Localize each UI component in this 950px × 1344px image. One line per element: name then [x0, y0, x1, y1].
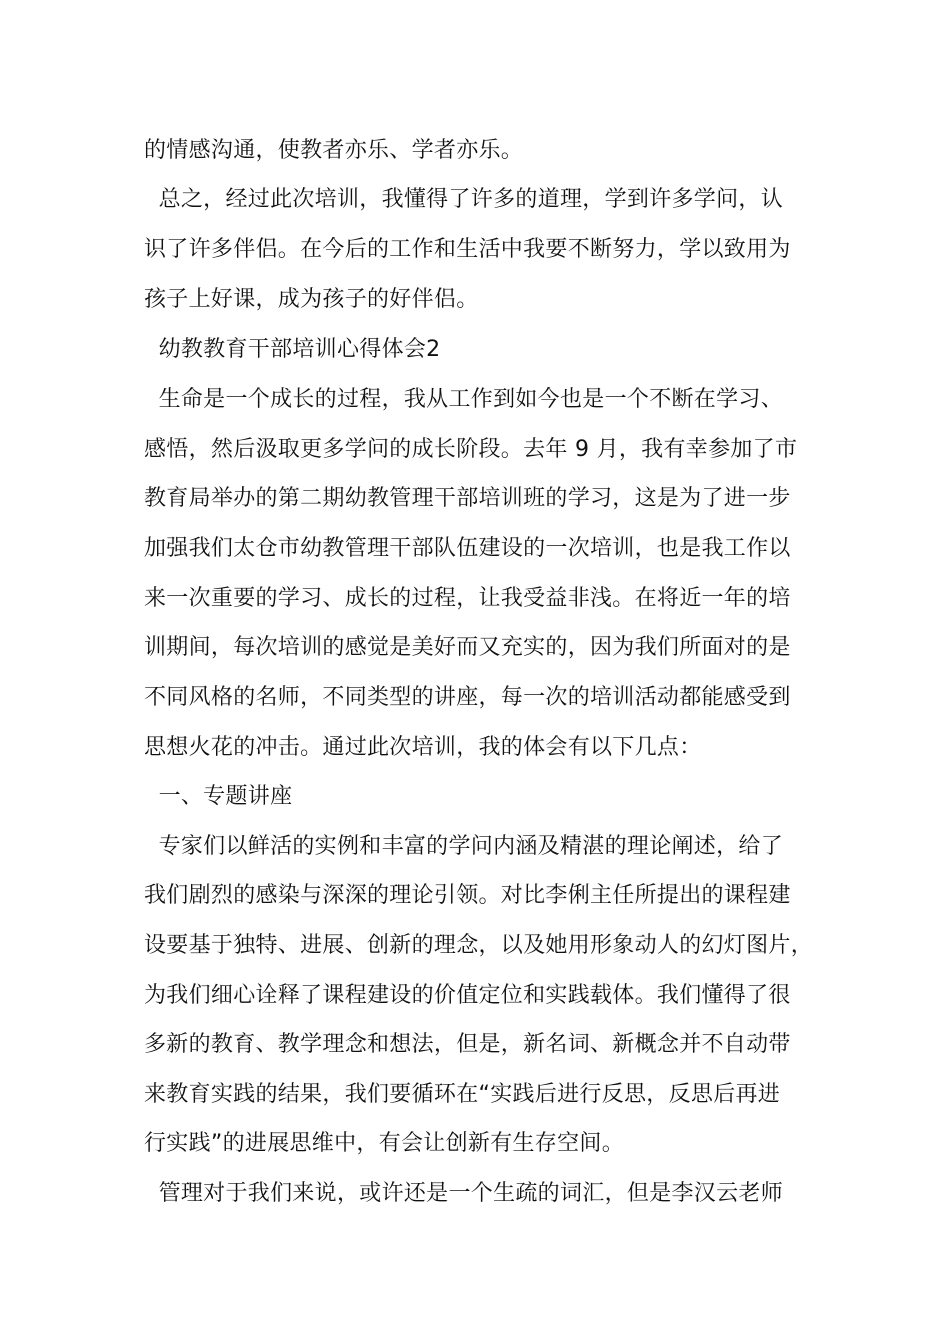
- text-line: 为我们细心诠释了课程建设的价值定位和实践载体。我们懂得了很: [144, 983, 791, 1008]
- section-heading: 幼教教育干部培训心得体会2: [144, 337, 441, 362]
- text-line: 不同风格的名师，不同类型的讲座，每一次的培训活动都能感受到: [144, 685, 791, 710]
- text-line: 训期间，每次培训的感觉是美好而又充实的，因为我们所面对的是: [144, 635, 791, 660]
- text-line: 思想火花的冲击。通过此次培训，我的体会有以下几点：: [144, 735, 702, 760]
- text-line: 管理对于我们来说，或许还是一个生疏的词汇，但是李汉云老师: [144, 1181, 783, 1206]
- subsection-heading: 一、专题讲座: [144, 784, 293, 809]
- text-line: 来教育实践的结果，我们要循环在“实践后进行反思，反思后再进: [144, 1082, 781, 1107]
- text-line: 来一次重要的学习、成长的过程，让我受益非浅。在将近一年的培: [144, 586, 791, 611]
- text-line: 多新的教育、教学理念和想法，但是，新名词、新概念并不自动带: [144, 1032, 791, 1057]
- text-line: 感悟，然后汲取更多学问的成长阶段。去年 9 月，我有幸参加了市: [144, 437, 798, 462]
- text-line: 的情感沟通，使教者亦乐、学者亦乐。: [144, 138, 524, 163]
- text-line: 我们剧烈的感染与深深的理论引领。对比李俐主任所提出的课程建: [144, 883, 791, 908]
- text-line: 总之，经过此次培训，我懂得了许多的道理，学到许多学问，认: [144, 187, 783, 212]
- text-line: 加强我们太仓市幼教管理干部队伍建设的一次培训，也是我工作以: [144, 536, 791, 561]
- text-line: 教育局举办的第二期幼教管理干部培训班的学习，这是为了进一步: [144, 486, 791, 511]
- text-line: 生命是一个成长的过程，我从工作到如今也是一个不断在学习、: [144, 387, 783, 412]
- text-line: 行实践”的进展思维中，有会让创新有生存空间。: [144, 1131, 624, 1156]
- text-line: 孩子上好课，成为孩子的好伴侣。: [144, 287, 479, 312]
- text-line: 设要基于独特、进展、创新的理念，以及她用形象动人的幻灯图片，: [144, 933, 814, 958]
- text-line: 识了许多伴侣。在今后的工作和生活中我要不断努力，学以致用为: [144, 237, 791, 262]
- text-line: 专家们以鲜活的实例和丰富的学问内涵及精湛的理论阐述，给了: [144, 834, 783, 859]
